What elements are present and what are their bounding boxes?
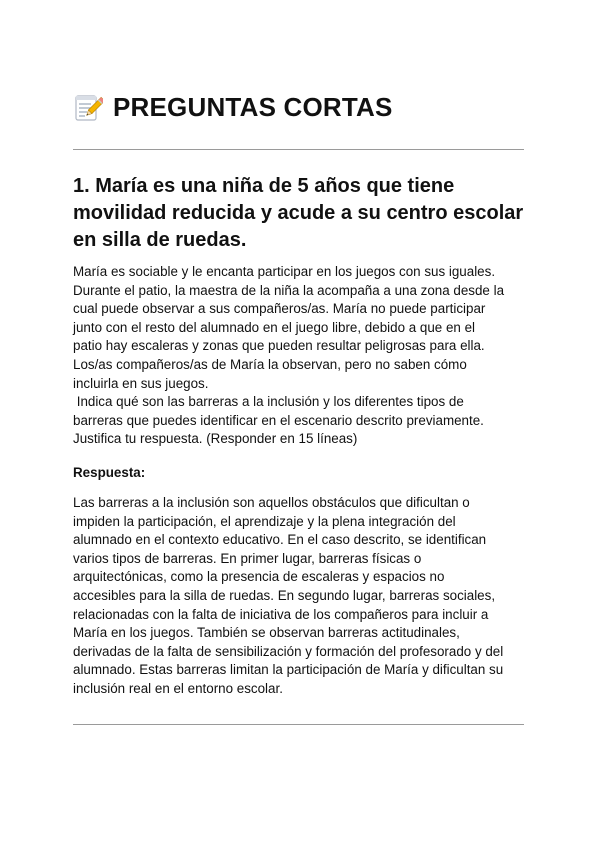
- memo-icon: [73, 93, 103, 123]
- question-heading-line: en silla de ruedas.: [73, 229, 247, 251]
- text-line: Indica qué son las barreras a la inclusión y los diferentes tipos de: [73, 394, 464, 410]
- answer-body: [73, 494, 533, 699]
- text-line: relacionadas con la falta de iniciativa de los compañeros para incluir a: [73, 606, 489, 622]
- text-line: patio hay escaleras y zonas que pueden resultar peligrosas para ella.: [73, 338, 485, 354]
- answer-label: Respuesta:: [73, 465, 146, 480]
- text-line: Durante el patio, la maestra de la niña la acompaña a una zona desde la: [73, 282, 505, 298]
- text-line: María en los juegos. También se observan barreras actitudinales,: [73, 625, 460, 641]
- text-line: inclusión real en el entorno escolar.: [73, 680, 283, 696]
- divider-bottom: [73, 724, 524, 725]
- section-title: PREGUNTAS CORTAS: [113, 92, 393, 122]
- text-line: Justifica tu respuesta. (Responder en 15 líneas): [73, 431, 358, 447]
- text-line: alumnado. Estas barreras limitan la participación de María y dificultan su: [73, 662, 504, 678]
- text-line: incluirla en sus juegos.: [73, 375, 209, 391]
- text-line: alumnado en el contexto educativo. En el caso descrito, se identifican: [73, 532, 487, 548]
- text-line: impiden la participación, el aprendizaje y la plena integración del: [73, 513, 456, 529]
- text-line: cual puede observar a sus compañeros/as. María no puede participar: [73, 301, 486, 317]
- question-body: [73, 263, 533, 449]
- text-line: barreras que puedes identificar en el escenario descrito previamente.: [73, 412, 484, 428]
- text-line: Los/as compañeros/as de María la observan, pero no saben cómo: [73, 356, 467, 372]
- text-line: varios tipos de barreras. En primer lugar, barreras físicas o: [73, 550, 422, 566]
- question-heading-line: 1. María es una niña de 5 años que tiene: [73, 175, 455, 197]
- text-line: arquitectónicas, como la presencia de escaleras y espacios no: [73, 569, 445, 585]
- section-header: [73, 92, 393, 123]
- question-heading-line: movilidad reducida y acude a su centro escolar: [73, 202, 524, 224]
- divider-top: [73, 149, 524, 150]
- text-line: derivadas de la falta de sensibilización y formación del profesorado y del: [73, 643, 504, 659]
- text-line: junto con el resto del alumnado en el juego libre, debido a que en el: [73, 319, 476, 335]
- text-line: Las barreras a la inclusión son aquellos obstáculos que dificultan o: [73, 495, 470, 510]
- text-line: accesibles para la silla de ruedas. En segundo lugar, barreras sociales,: [73, 587, 496, 603]
- question-heading: [73, 173, 529, 254]
- text-line: María es sociable y le encanta participar en los juegos con sus iguales.: [73, 264, 496, 279]
